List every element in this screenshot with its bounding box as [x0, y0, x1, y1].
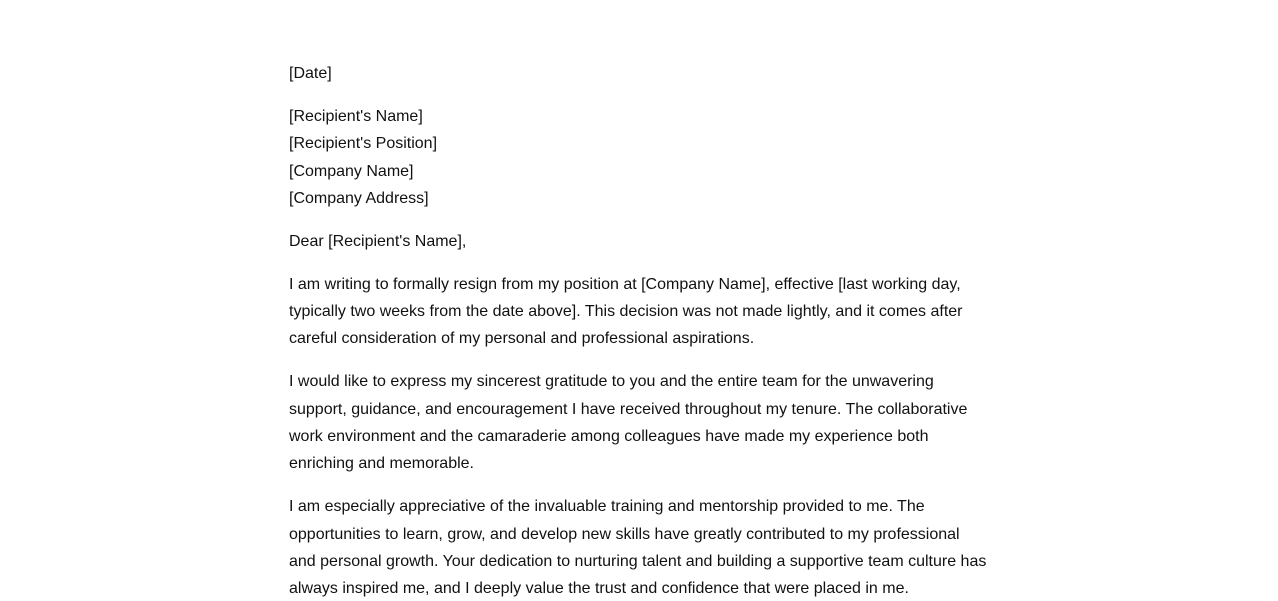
recipient-position: [Recipient's Position] — [289, 135, 438, 153]
company-name: [Company Name] — [289, 162, 414, 180]
paragraph-line: work environment and the camaraderie among colleagues have made my experience both — [289, 428, 929, 446]
paragraph-resignation — [289, 271, 989, 353]
paragraph-line: always inspired me, and I deeply value the trust and confidence that were placed in me. — [289, 580, 909, 598]
paragraph-line: support, guidance, and encouragement I have received throughout my tenure. The collaborative — [289, 400, 968, 418]
paragraph-line: enriching and memorable. — [289, 455, 474, 473]
paragraph-line: careful consideration of my personal and professional aspirations. — [289, 330, 755, 348]
recipient-address-block — [289, 103, 989, 212]
paragraph-line: opportunities to learn, grow, and develop new skills have greatly contributed to my professional — [289, 525, 960, 543]
paragraph-line: and personal growth. Your dedication to nurturing talent and building a supportive team culture has — [289, 552, 987, 570]
salutation-block — [289, 228, 989, 255]
recipient-name: [Recipient's Name] — [289, 107, 423, 125]
paragraph-line: I would like to express my sincerest gratitude to you and the entire team for the unwavering — [289, 373, 934, 391]
company-address: [Company Address] — [289, 189, 429, 207]
paragraph-line: I am writing to formally resign from my position at [Company Name], effective [last working day, — [289, 275, 961, 293]
paragraph-appreciation — [289, 493, 989, 601]
salutation: Dear [Recipient's Name], — [289, 232, 467, 250]
letter-date: [Date] — [289, 65, 332, 82]
paragraph-line: I am especially appreciative of the invaluable training and mentorship provided to me. The — [289, 498, 925, 516]
paragraph-gratitude — [289, 368, 989, 477]
paragraph-line: typically two weeks from the date above]. This decision was not made lightly, and it comes after — [289, 303, 963, 321]
date-block — [289, 60, 989, 87]
resignation-letter — [289, 60, 989, 601]
